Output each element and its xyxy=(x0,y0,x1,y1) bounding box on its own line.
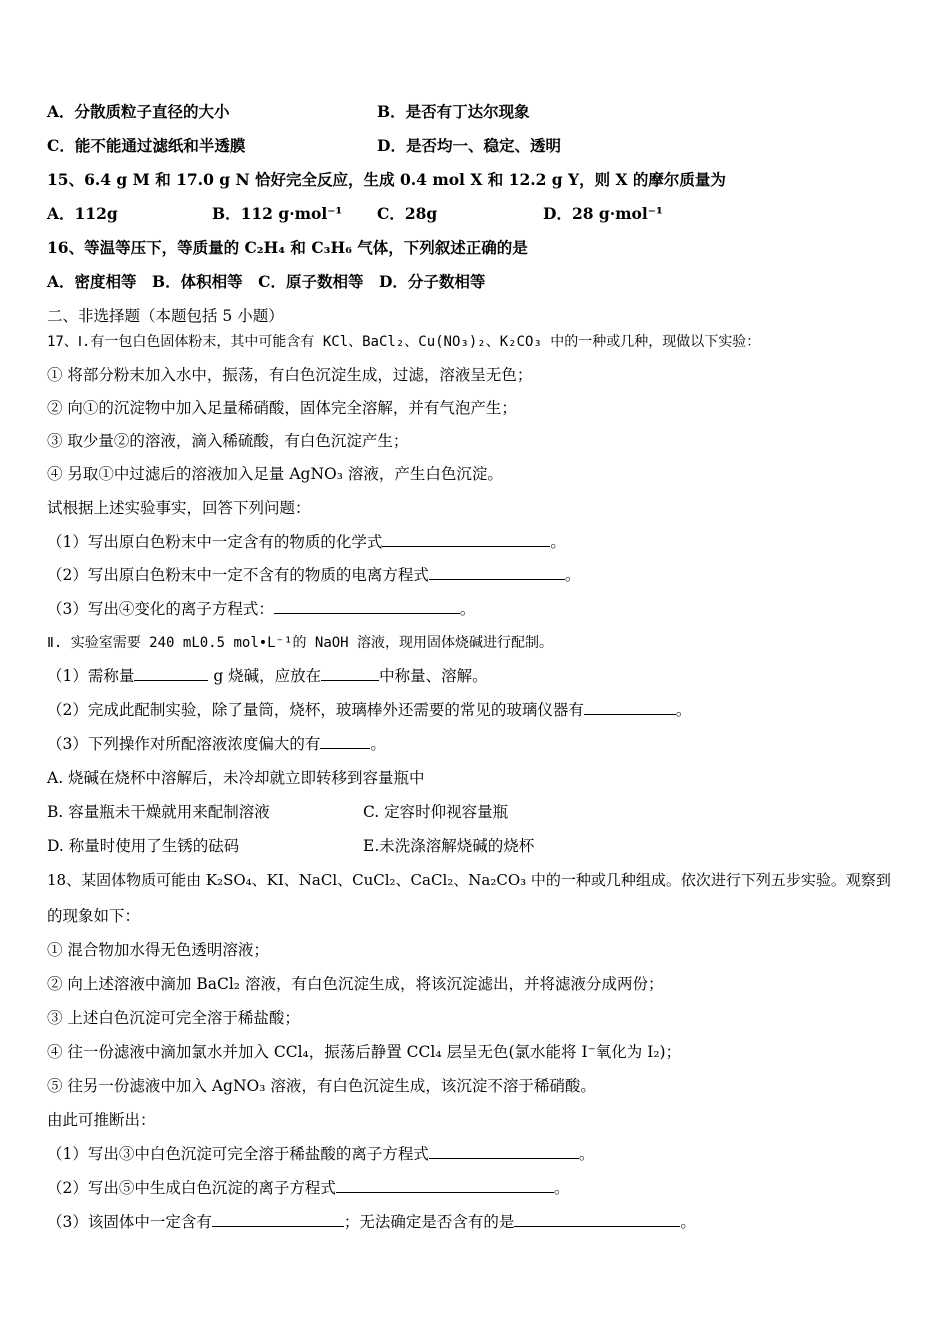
q18-part-3 xyxy=(47,1211,696,1233)
period: 。 xyxy=(675,701,692,719)
q18-stem-line-1: 18、某固体物质可能由 K₂SO₄、KI、NaCl、CuCl₂、CaCl₂、Na₂CO₃ 中的一种或几种组成。依次进行下列五步实验。观察到 xyxy=(47,871,891,889)
q17-option-d: D. 称量时使用了生锈的砝码 xyxy=(47,837,240,855)
answer-blank[interactable] xyxy=(514,1212,680,1227)
q17-part-2 xyxy=(47,564,580,586)
answer-blank[interactable] xyxy=(336,1178,554,1193)
q17-stem: 17、Ⅰ.有一包白色固体粉末，其中可能含有 KCl、BaCl₂、Cu(NO₃)₂、K₂CO₃ 中的一种或几种，现做以下实验： xyxy=(47,334,761,350)
q15-option-b: B．112 g·mol⁻¹ xyxy=(212,204,343,223)
q17-ii-part-2 xyxy=(47,699,691,721)
q17-part-3 xyxy=(47,598,475,620)
q17-part-1-text: （1）写出原白色粉末中一定含有的物质的化学式 xyxy=(47,533,383,551)
q17-step-2: ② 向①的沉淀物中加入足量稀硝酸，固体完全溶解，并有气泡产生； xyxy=(47,399,517,417)
q17-step-4: ④ 另取①中过滤后的溶液加入足量 AgNO₃ 溶液，产生白色沉淀。 xyxy=(47,465,503,483)
period: 。 xyxy=(564,566,581,584)
q18-stem-line-2: 的现象如下： xyxy=(47,907,141,925)
q14-option-b: B．是否有丁达尔现象 xyxy=(377,102,530,121)
q17-step-3: ③ 取少量②的溶液，滴入稀硫酸，有白色沉淀产生； xyxy=(47,432,409,450)
q17-step-1: ① 将部分粉末加入水中，振荡，有白色沉淀生成，过滤，溶液呈无色； xyxy=(47,366,533,384)
answer-blank[interactable] xyxy=(212,1212,344,1227)
q16-stem: 16、等温等压下，等质量的 C₂H₄ 和 C₃H₆ 气体，下列叙述正确的是 xyxy=(47,238,528,257)
q17-part-3-text: （3）写出④变化的离子方程式： xyxy=(47,600,274,618)
q17-ii-part-3-text: （3）下列操作对所配溶液浓度偏大的有 xyxy=(47,735,321,753)
period: 。 xyxy=(459,600,476,618)
period: 。 xyxy=(370,735,386,753)
q17-ii-part-3 xyxy=(47,733,386,755)
answer-blank[interactable] xyxy=(429,565,565,580)
q15-option-a: A．112g xyxy=(47,204,118,223)
q15-option-d: D．28 g·mol⁻¹ xyxy=(543,204,663,223)
answer-blank[interactable] xyxy=(321,666,379,681)
q18-step-5: ⑤ 往另一份滤液中加入 AgNO₃ 溶液，有白色沉淀生成，该沉淀不溶于稀硝酸。 xyxy=(47,1077,596,1095)
q17-ii-part-1-text-b: g 烧碱，应放在 xyxy=(213,667,322,685)
q17-option-b: B. 容量瓶未干燥就用来配制溶液 xyxy=(47,803,270,821)
q18-step-2: ② 向上述溶液中滴加 BaCl₂ 溶液，有白色沉淀生成，将该沉淀滤出，并将滤液分成两份； xyxy=(47,975,664,993)
q14-option-a: A．分散质粒子直径的大小 xyxy=(47,102,230,121)
period: 。 xyxy=(578,1145,595,1163)
q17-part-2-text: （2）写出原白色粉末中一定不含有的物质的电离方程式 xyxy=(47,566,429,584)
answer-blank[interactable] xyxy=(320,734,370,749)
q17-ii-part-1-text-a: （1）需称量 xyxy=(47,667,135,685)
period: 。 xyxy=(550,533,566,551)
section-heading: 二、非选择题（本题包括 5 小题） xyxy=(47,307,284,325)
q17-ask: 试根据上述实验事实，回答下列问题： xyxy=(47,499,311,517)
q17-ii-part-2-text: （2）完成此配制实验，除了量筒，烧杯，玻璃棒外还需要的常见的玻璃仪器有 xyxy=(47,701,584,719)
q18-part-1 xyxy=(47,1143,594,1165)
answer-blank[interactable] xyxy=(584,700,676,715)
q15-option-c: C．28g xyxy=(377,204,438,223)
q18-step-4: ④ 往一份滤液中滴加氯水并加入 CCl₄，振荡后静置 CCl₄ 层呈无色(氯水能将 I⁻氧化为 I₂)； xyxy=(47,1043,682,1061)
q17-ii-stem: Ⅱ. 实验室需要 240 mL0.5 mol•L⁻¹的 NaOH 溶液，现用固体烧碱进行配制。 xyxy=(47,635,554,651)
q18-step-3: ③ 上述白色沉淀可完全溶于稀盐酸； xyxy=(47,1009,300,1027)
period: 。 xyxy=(553,1179,570,1197)
q17-option-c: C. 定容时仰视容量瓶 xyxy=(363,803,509,821)
q17-option-e: E.未洗涤溶解烧碱的烧杯 xyxy=(363,837,535,855)
period: 。 xyxy=(680,1213,696,1231)
q18-infer: 由此可推断出： xyxy=(47,1111,156,1129)
q17-ii-part-1-text-c: 中称量、溶解。 xyxy=(379,667,488,685)
q18-part-1-text: （1）写出③中白色沉淀可完全溶于稀盐酸的离子方程式 xyxy=(47,1145,429,1163)
q17-part-1 xyxy=(47,531,566,553)
answer-blank[interactable] xyxy=(274,599,460,614)
q17-ii-part-1 xyxy=(47,665,488,687)
q18-part-2-text: （2）写出⑤中生成白色沉淀的离子方程式 xyxy=(47,1179,336,1197)
q16-options: A．密度相等 B．体积相等 C．原子数相等 D．分子数相等 xyxy=(47,272,486,291)
q17-option-a: A. 烧碱在烧杯中溶解后，未冷却就立即转移到容量瓶中 xyxy=(47,769,425,787)
q14-option-d: D．是否均一、稳定、透明 xyxy=(377,136,561,155)
answer-blank[interactable] xyxy=(134,666,208,681)
q15-stem: 15、6.4 g M 和 17.0 g N 恰好完全反应，生成 0.4 mol X 和 12.2 g Y，则 X 的摩尔质量为 xyxy=(47,170,726,189)
answer-blank[interactable] xyxy=(382,532,550,547)
q18-part-3-text-b: ；无法确定是否含有的是 xyxy=(343,1213,515,1231)
q18-part-2 xyxy=(47,1177,569,1199)
answer-blank[interactable] xyxy=(429,1144,579,1159)
q18-part-3-text-a: （3）该固体中一定含有 xyxy=(47,1213,212,1231)
q18-step-1: ① 混合物加水得无色透明溶液； xyxy=(47,941,269,959)
q14-option-c: C．能不能通过滤纸和半透膜 xyxy=(47,136,246,155)
